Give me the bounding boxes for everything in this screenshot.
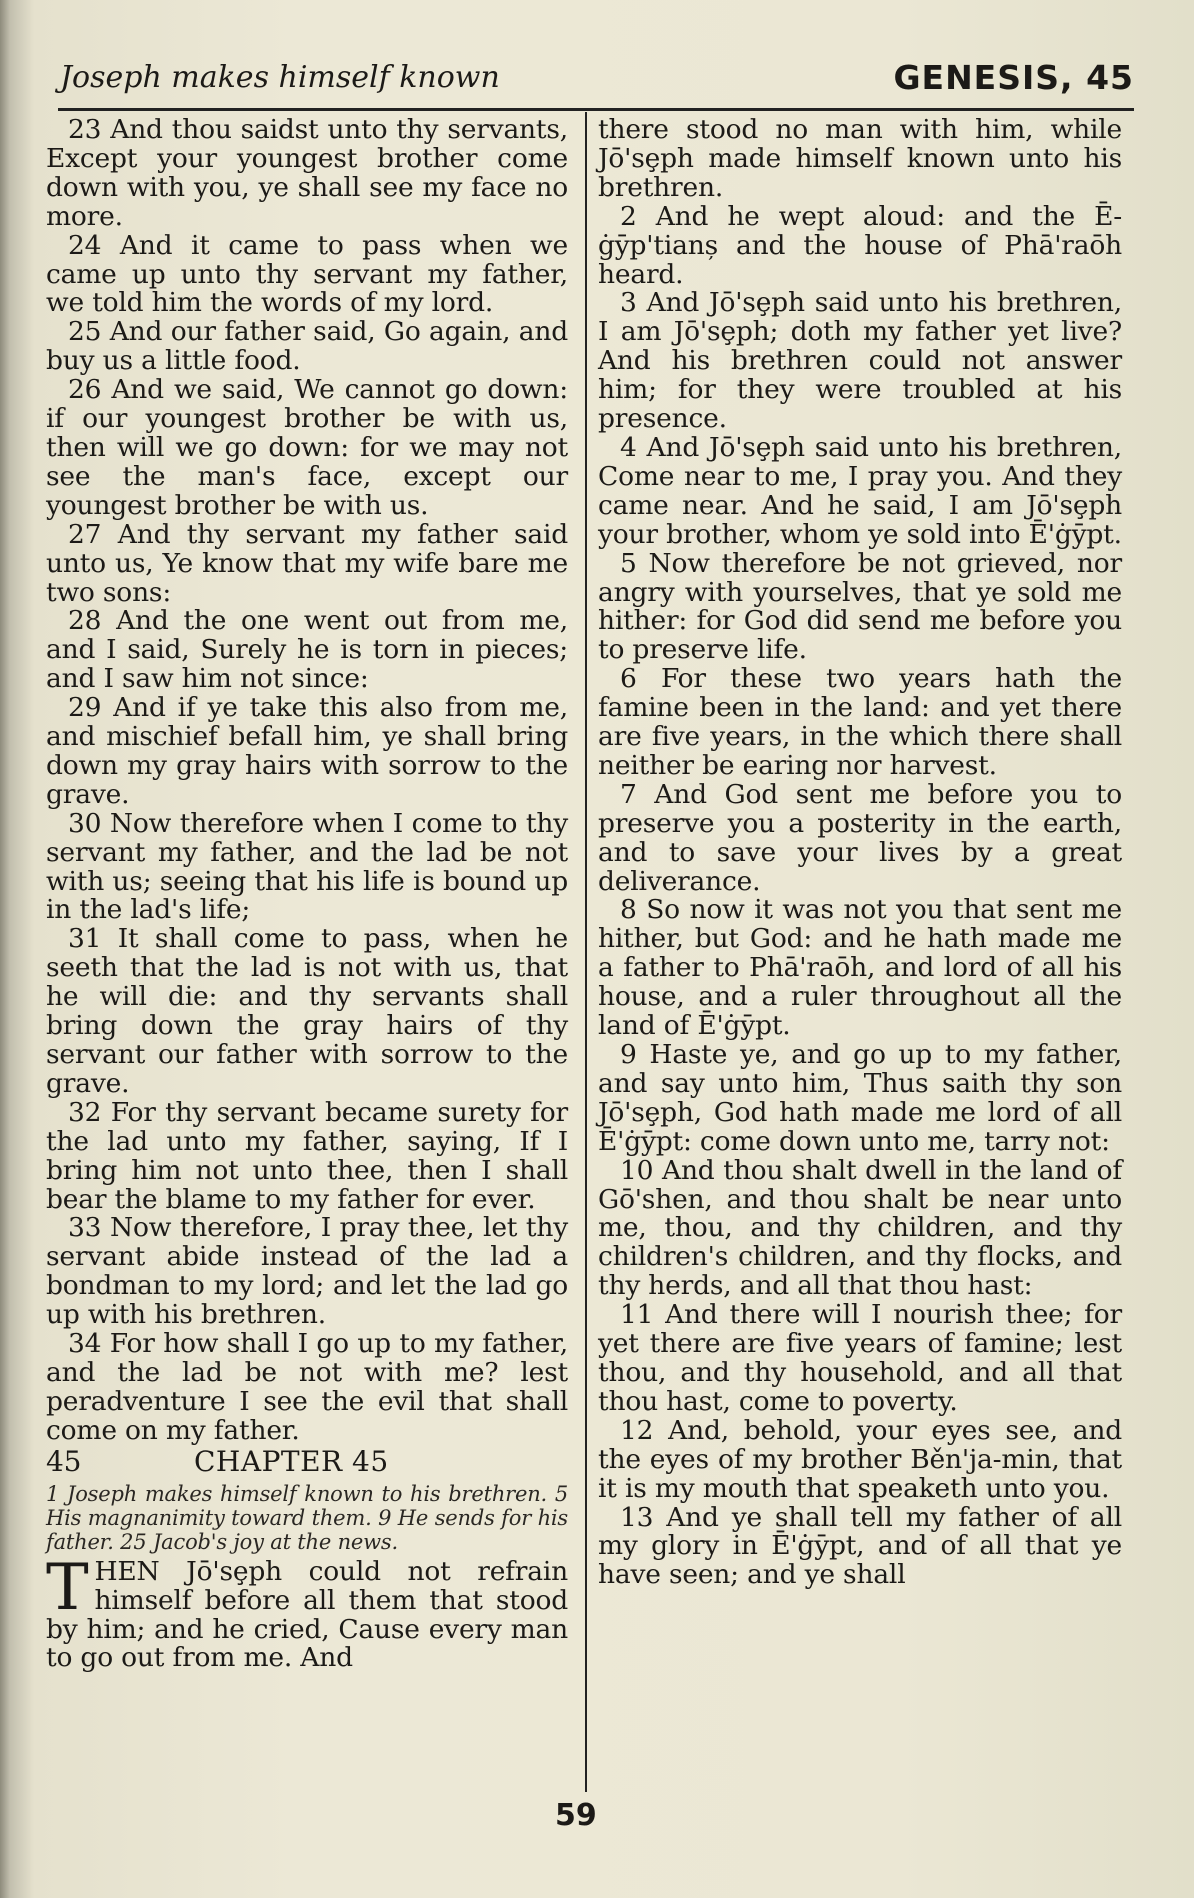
verse-12: 12 And, behold, your eyes see, and the eyes of my brother Běn'ja-min, that it is my mouth that speaketh unto you.: [598, 1414, 1122, 1504]
verse-34: 34 For how shall I go up to my father, and the lad be not with me? lest peradventure I see the evil that shall come on my father.: [46, 1328, 568, 1446]
column-divider: [585, 112, 587, 1792]
verse-6: 6 For these two years hath the famine been in the land: and yet there are five years, in the which there shall neither be earing nor harvest.: [598, 663, 1122, 781]
book-chapter-label: GENESIS, 45: [893, 58, 1134, 97]
verse-5: 5 Now therefore be not grieved, nor angry with yourselves, that ye sold me hither: for God did send me before you to preserve life.: [598, 547, 1122, 666]
chapter-number: 45: [46, 1444, 82, 1478]
drop-cap: T: [46, 1550, 89, 1625]
verse-3: 3 And Jō'sȩph said unto his brethren, I am Jō'sȩph; doth my father yet live? And his brethren could not answer him; for they were troubled at his presence.: [598, 287, 1122, 435]
section-title: Joseph makes himself known: [60, 60, 500, 95]
running-head: [60, 56, 1134, 102]
verse-27: 27 And thy servant my father said unto us, Ye know that my wife bare me two sons:: [46, 518, 568, 608]
verse-10: 10 And thou shalt dwell in the land of Gō'shen, and thou shalt be near unto me, thou, and thy children, and thy children's children, and thy flocks, and thy herds, and all that thou hast:: [598, 1154, 1122, 1302]
verse-28: 28 And the one went out from me, and I said, Surely he is torn in pieces; and I saw him not since:: [46, 605, 568, 695]
chapter-summary: 1 Joseph makes himself known to his brethren. 5 His magnanimity toward them. 9 He sends for his father. 25 Jacob's joy at the news.: [46, 1481, 568, 1554]
verse-2: 2 And he wept aloud: and the Ē-ġȳp'tianș and the house of Phā'raōh heard.: [598, 200, 1122, 290]
verse-7: 7 And God sent me before you to preserve you a posterity in the earth, and to save your lives by a great deliverance.: [598, 778, 1122, 897]
verse-4: 4 And Jō'sȩph said unto his brethren, Come near to me, I pray you. And they came near. And he said, I am Jō'sȩph your brother, whom ye sold into Ē'ġȳpt.: [598, 431, 1122, 550]
verse-1-continuation: there stood no man with him, while Jō'sȩph made himself known unto his brethren.: [598, 114, 1122, 203]
chapter-opening: [46, 1550, 568, 1674]
header-rule: [58, 108, 1134, 111]
verse-33: 33 Now therefore, I pray thee, let thy servant abide instead of the lad a bondman to my lord; and let the lad go up with his brethren.: [46, 1212, 568, 1331]
verse-25: 25 And our father said, Go again, and buy us a little food.: [46, 316, 568, 377]
verse-29: 29 And if ye take this also from me, and mischief befall him, ye shall bring down my gray hairs with sorrow to the grave.: [46, 692, 568, 810]
verse-32: 32 For thy servant became surety for the lad unto my father, saying, If I bring him not unto thee, then I shall bear the blame to my father for ever.: [46, 1096, 568, 1215]
chapter-title: CHAPTER 45: [194, 1444, 389, 1478]
verse-13: 13 And ye shall tell my father of all my glory in Ē'ġȳpt, and of all that ye have seen; and ye shall: [598, 1501, 1122, 1591]
page-number: 59: [555, 1798, 597, 1833]
chapter-heading: [46, 1444, 568, 1480]
right-column: [598, 116, 1122, 1590]
verse-8: 8 So now it was not you that sent me hither, but God: and he hath made me a father to Phā'raōh, and lord of all his house, and a ruler throughout all the land of Ē'ġȳpt.: [598, 894, 1122, 1042]
left-column: [46, 116, 568, 1673]
verse-31: 31 It shall come to pass, when he seeth that the lad is not with us, that he will die: and thy servants shall bring down the gray hairs of thy servant our father with sorrow to the grave.: [46, 923, 568, 1099]
verse-23: 23 And thou saidst unto thy servants, Except your youngest brother come down with you, ye shall see my face no more.: [46, 114, 568, 232]
verse-26: 26 And we said, We cannot go down: if our youngest brother be with us, then will we go down: for we may not see the man's face, except our youngest brother be with us.: [46, 374, 568, 521]
opening-text: HEN Jō'sȩph could not refrain himself before all them that stood by him; and he cried, Cause every man to go out from me. And: [46, 1555, 568, 1674]
verse-30: 30 Now therefore when I come to thy servant my father, and the lad be not with us; seeing that his life is bound up in the lad's life;: [46, 807, 568, 926]
verse-24: 24 And it came to pass when we came up unto thy servant my father, we told him the words of my lord.: [46, 229, 568, 319]
verse-9: 9 Haste ye, and go up to my father, and say unto him, Thus saith thy son Jō'sȩph, God hath made me lord of all Ē'ġȳpt: come down unto me, tarry not:: [598, 1039, 1122, 1157]
verse-11: 11 And there will I nourish thee; for yet there are five years of famine; lest thou, and thy household, and all that thou hast, come to poverty.: [598, 1299, 1122, 1417]
